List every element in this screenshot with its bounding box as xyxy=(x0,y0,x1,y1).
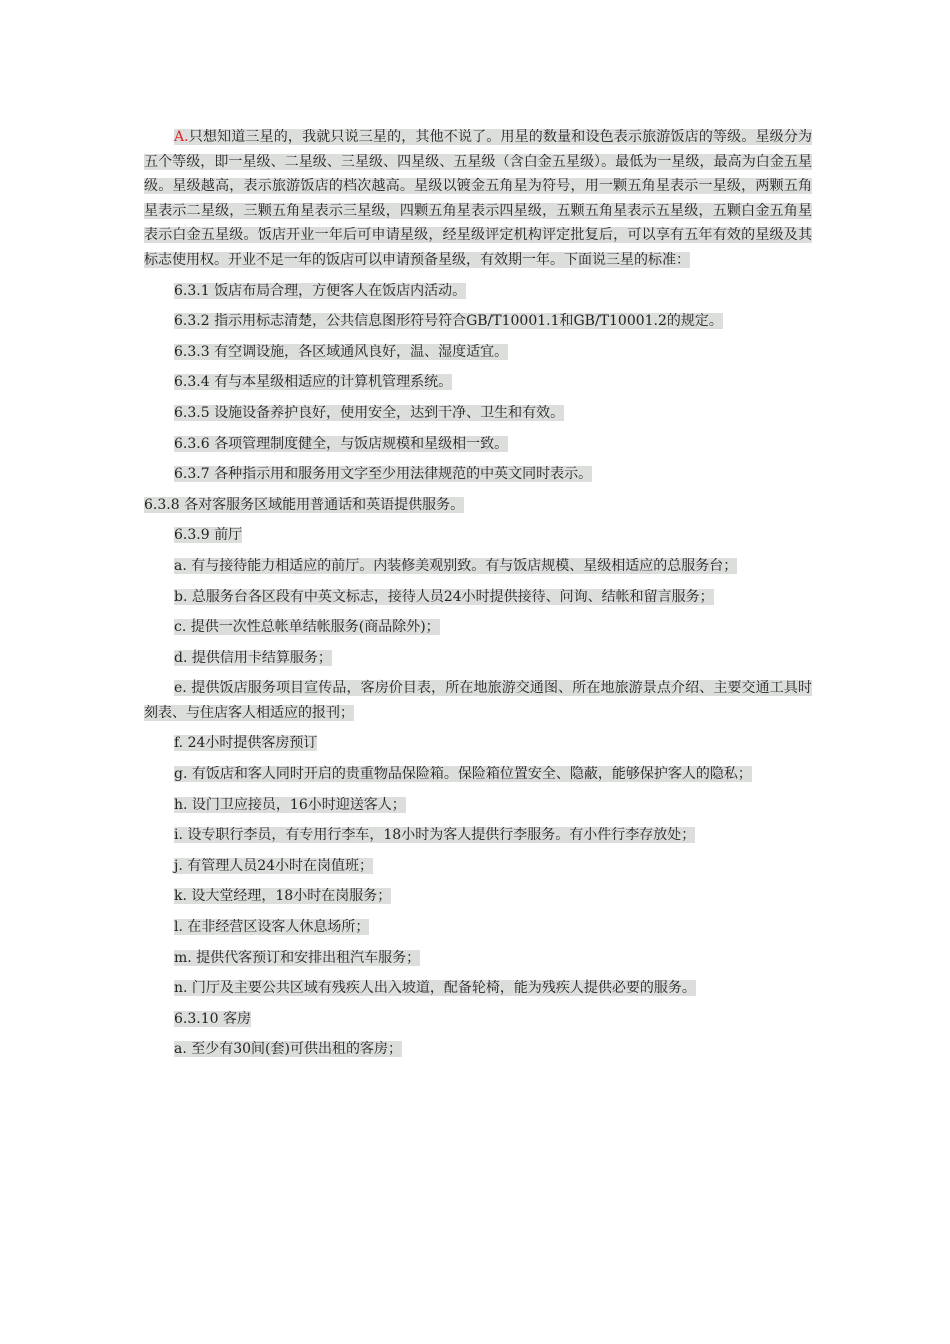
standard-clause xyxy=(144,462,812,487)
paragraph-text: 6.3.8 各对客服务区域能用普通话和英语提供服务。 xyxy=(144,496,465,513)
document-body xyxy=(144,125,812,1068)
paragraph-text: 6.3.5 设施设备养护良好，使用安全，达到干净、卫生和有效。 xyxy=(174,404,565,421)
highlighted-text xyxy=(174,1011,251,1027)
highlighted-text xyxy=(174,950,420,966)
highlighted-text xyxy=(174,558,737,574)
highlighted-text xyxy=(144,680,812,721)
paragraph-text: 6.3.2 指示用标志清楚，公共信息图形符号符合GB/T10001.1和GB/T10001.2的规定。 xyxy=(174,313,723,330)
highlighted-text xyxy=(174,405,564,421)
paragraph-text: 6.3.10 客房 xyxy=(174,1010,251,1027)
standard-clause xyxy=(144,554,812,579)
highlighted-text xyxy=(174,374,452,390)
paragraph-text: 6.3.6 各项管理制度健全，与饭店规模和星级相一致。 xyxy=(174,435,509,452)
paragraph-text: a. 有与接待能力相适应的前厅。内装修美观别致。有与饭店规模、星级相适应的总服务台； xyxy=(174,557,738,574)
highlighted-text xyxy=(144,497,464,513)
standard-clause xyxy=(144,1007,812,1032)
highlighted-text xyxy=(174,827,695,843)
standard-clause xyxy=(144,1037,812,1062)
highlighted-text xyxy=(174,527,242,543)
standard-clause xyxy=(144,585,812,610)
standard-clause xyxy=(144,615,812,640)
paragraph-text: b. 总服务台各区段有中英文标志，接待人员24小时提供接待、问询、结帐和留言服务； xyxy=(174,588,714,605)
standard-clause xyxy=(144,523,812,548)
paragraph-text: l. 在非经营区设客人休息场所； xyxy=(174,919,370,936)
paragraph-text: k. 设大堂经理，18小时在岗服务； xyxy=(174,888,392,905)
paragraph-text: 6.3.3 有空调设施，各区域通风良好，温、湿度适宜。 xyxy=(174,343,509,360)
standard-clause xyxy=(144,976,812,1001)
standard-clause xyxy=(144,915,812,940)
red-marker: A. xyxy=(174,129,189,145)
paragraph-text: m. 提供代客预订和安排出租汽车服务； xyxy=(174,949,421,966)
highlighted-text xyxy=(174,283,466,299)
paragraph-text: f. 24小时提供客房预订 xyxy=(174,735,318,752)
standard-clause xyxy=(144,401,812,426)
standard-clause xyxy=(144,793,812,818)
highlighted-text xyxy=(174,797,406,813)
standard-clause xyxy=(144,854,812,879)
highlighted-text xyxy=(174,344,508,360)
paragraph-text: 6.3.1 饭店布局合理，方便客人在饭店内活动。 xyxy=(174,282,467,299)
standard-clause xyxy=(144,340,812,365)
standard-clause xyxy=(144,762,812,787)
paragraph-text: 只想知道三星的，我就只说三星的，其他不说了。用星的数量和设色表示旅游饭店的等级。星级分为五个等级，即一星级、二星级、三星级、四星级、五星级（含白金五星级）。最低为一星级，最高为白金五星级。星级越高，表示旅游饭店的档次越高。星级以镀金五角星为符号，用一颗五角星表示一星级，两颗五角星表示二星级，三颗五角星表示三星级，四颗五角星表示四星级，五颗五角星表示五星级，五颗白金五角星表示白金五星级。饭店开业一年后可申请星级，经星级评定机构评定批复后，可以享有五年有效的星级及其标志使用权。开业不足一年的饭店可以申请预备星级，有效期一年。下面说三星的标准： xyxy=(144,129,812,268)
paragraph-text: 6.3.4 有与本星级相适应的计算机管理系统。 xyxy=(174,374,453,391)
standard-clause xyxy=(144,884,812,909)
standard-clause xyxy=(144,493,812,518)
standard-clause xyxy=(144,676,812,725)
standard-clause xyxy=(144,432,812,457)
standard-clause xyxy=(144,370,812,395)
standard-clause xyxy=(144,309,812,334)
paragraph-text: j. 有管理人员24小时在岗值班； xyxy=(174,857,374,874)
intro-paragraph xyxy=(144,125,812,273)
paragraph-text: 6.3.9 前厅 xyxy=(174,527,243,544)
standard-clause xyxy=(144,946,812,971)
highlighted-text xyxy=(174,980,696,996)
paragraph-text: c. 提供一次性总帐单结帐服务(商品除外)； xyxy=(174,619,440,636)
paragraph-text: g. 有饭店和客人同时开启的贵重物品保险箱。保险箱位置安全、隐蔽，能够保护客人的隐私； xyxy=(174,766,752,783)
paragraph-text: h. 设门卫应接员，16小时迎送客人； xyxy=(174,796,406,813)
highlighted-text xyxy=(174,436,508,452)
highlighted-text xyxy=(174,466,592,482)
paragraph-text: e. 提供饭店服务项目宣传品，客房价目表，所在地旅游交通图、所在地旅游景点介绍、主要交通工具时刻表、与住店客人相适应的报刊； xyxy=(144,680,812,721)
highlighted-text xyxy=(174,766,752,782)
highlighted-text xyxy=(174,1041,402,1057)
paragraph-text: n. 门厅及主要公共区域有残疾人出入坡道，配备轮椅，能为残疾人提供必要的服务。 xyxy=(174,980,696,997)
highlighted-text xyxy=(174,858,373,874)
paragraph-text: d. 提供信用卡结算服务； xyxy=(174,649,332,666)
highlighted-text xyxy=(174,313,723,329)
highlighted-text xyxy=(174,888,391,904)
highlighted-text xyxy=(174,619,440,635)
highlighted-text xyxy=(174,919,369,935)
highlighted-text xyxy=(144,129,812,268)
highlighted-text xyxy=(174,650,332,666)
standard-clause xyxy=(144,731,812,756)
paragraph-text: a. 至少有30间(套)可供出租的客房； xyxy=(174,1041,402,1058)
paragraph-text: 6.3.7 各种指示用和服务用文字至少用法律规范的中英文同时表示。 xyxy=(174,466,593,483)
paragraph-text: i. 设专职行李员，有专用行李车，18小时为客人提供行李服务。有小件行李存放处； xyxy=(174,827,696,844)
highlighted-text xyxy=(174,589,714,605)
standard-clause xyxy=(144,823,812,848)
standard-clause xyxy=(144,279,812,304)
highlighted-text xyxy=(174,735,317,751)
standard-clause xyxy=(144,646,812,671)
